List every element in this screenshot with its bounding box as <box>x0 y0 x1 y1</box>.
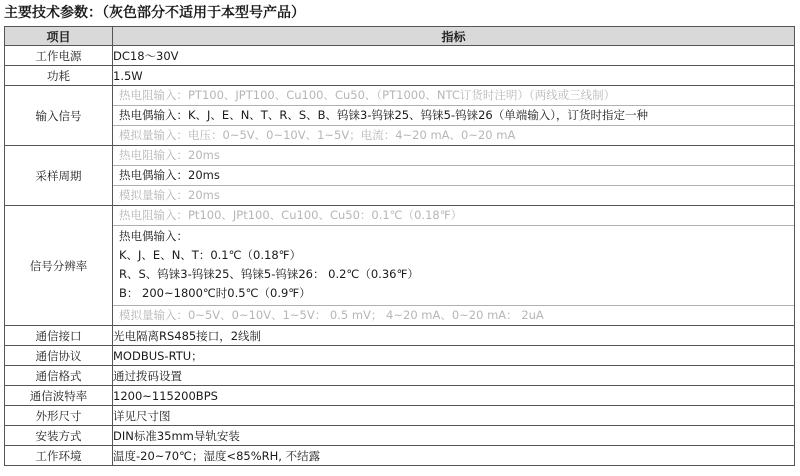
row-value: 1200~115200BPS <box>113 386 795 406</box>
table-row <box>5 426 795 446</box>
row-value: 1.5W <box>113 66 795 86</box>
spec-line-tc: 热电偶输入：20ms <box>113 166 794 186</box>
spec-table <box>4 26 795 466</box>
row-label: 采样周期 <box>5 146 113 206</box>
spec-line-rtd: 热电阻输入：Pt100、JPt100、Cu100、Cu50：0.1℃（0.18℉） <box>113 206 794 226</box>
row-label: 输入信号 <box>5 86 113 146</box>
table-row <box>5 406 795 426</box>
spec-line-tc: 热电偶输入：K、J、E、N、T、R、S、B、钨铼3-钨铼25、钨铼5-钨铼26（单端输入），订货时指定一种 <box>113 106 794 126</box>
table-row <box>5 66 795 86</box>
row-label: 通信格式 <box>5 366 113 386</box>
row-label: 信号分辨率 <box>5 206 113 326</box>
spec-block-tc <box>113 226 794 306</box>
table-row <box>5 346 795 366</box>
table-row <box>5 146 795 206</box>
row-label: 工作环境 <box>5 446 113 466</box>
spec-line-analog: 模拟量输入：20ms <box>119 188 220 202</box>
row-value: 通过拨码设置 <box>113 366 795 386</box>
spec-line-tc-3: B： 200~1800℃时0.5℃（0.9℉） <box>119 286 311 300</box>
row-value-group <box>113 146 795 206</box>
row-label: 通信接口 <box>5 326 113 346</box>
row-value: 温度-20~70℃；湿度<85%RH, 不结露 <box>113 446 795 466</box>
table-row <box>5 86 795 146</box>
table-row <box>5 366 795 386</box>
row-value: DC18～30V <box>113 46 795 66</box>
table-header-row <box>5 27 795 46</box>
row-label: 工作电源 <box>5 46 113 66</box>
spec-line-tc-title: 热电偶输入： <box>119 229 188 243</box>
row-label: 通信协议 <box>5 346 113 366</box>
spec-line-tc-2: R、S、钨铼3-钨铼25、钨铼5-钨铼26： 0.2℃（0.36℉） <box>119 267 419 281</box>
row-value-group <box>113 206 795 326</box>
spec-line-analog: 模拟量输入：0~5V、0~10V、1~5V： 0.5 mV； 4~20 mA、0~20 mA： 2uA <box>119 308 544 322</box>
table-row <box>5 326 795 346</box>
column-header-item: 项目 <box>5 27 113 46</box>
row-value: 详见尺寸图 <box>113 406 795 426</box>
table-row <box>5 206 795 326</box>
spec-line-rtd: 热电阻输入：20ms <box>113 146 794 166</box>
spec-line-tc-1: K、J、E、N、T：0.1℃（0.18℉） <box>119 248 302 262</box>
row-label: 外形尺寸 <box>5 406 113 426</box>
column-header-spec: 指标 <box>113 27 795 46</box>
row-value: DIN标准35mm导轨安装 <box>113 426 795 446</box>
table-row <box>5 386 795 406</box>
row-label: 安装方式 <box>5 426 113 446</box>
row-value: MODBUS-RTU； <box>113 346 795 366</box>
row-label: 通信波特率 <box>5 386 113 406</box>
row-value: 光电隔离RS485接口，2线制 <box>113 326 795 346</box>
table-row <box>5 46 795 66</box>
page-title: 主要技术参数：（灰色部分不适用于本型号产品） <box>4 5 305 21</box>
spec-line-rtd: 热电阻输入：PT100、JPT100、Cu100、Cu50、（PT1000、NTC订货时注明）（两线或三线制） <box>113 86 794 106</box>
spec-line-analog: 模拟量输入：电压：0~5V、0~10V、1~5V；电流：4~20 mA、0~20 mA <box>119 128 516 142</box>
row-label: 功耗 <box>5 66 113 86</box>
row-value-group <box>113 86 795 146</box>
table-row <box>5 446 795 466</box>
